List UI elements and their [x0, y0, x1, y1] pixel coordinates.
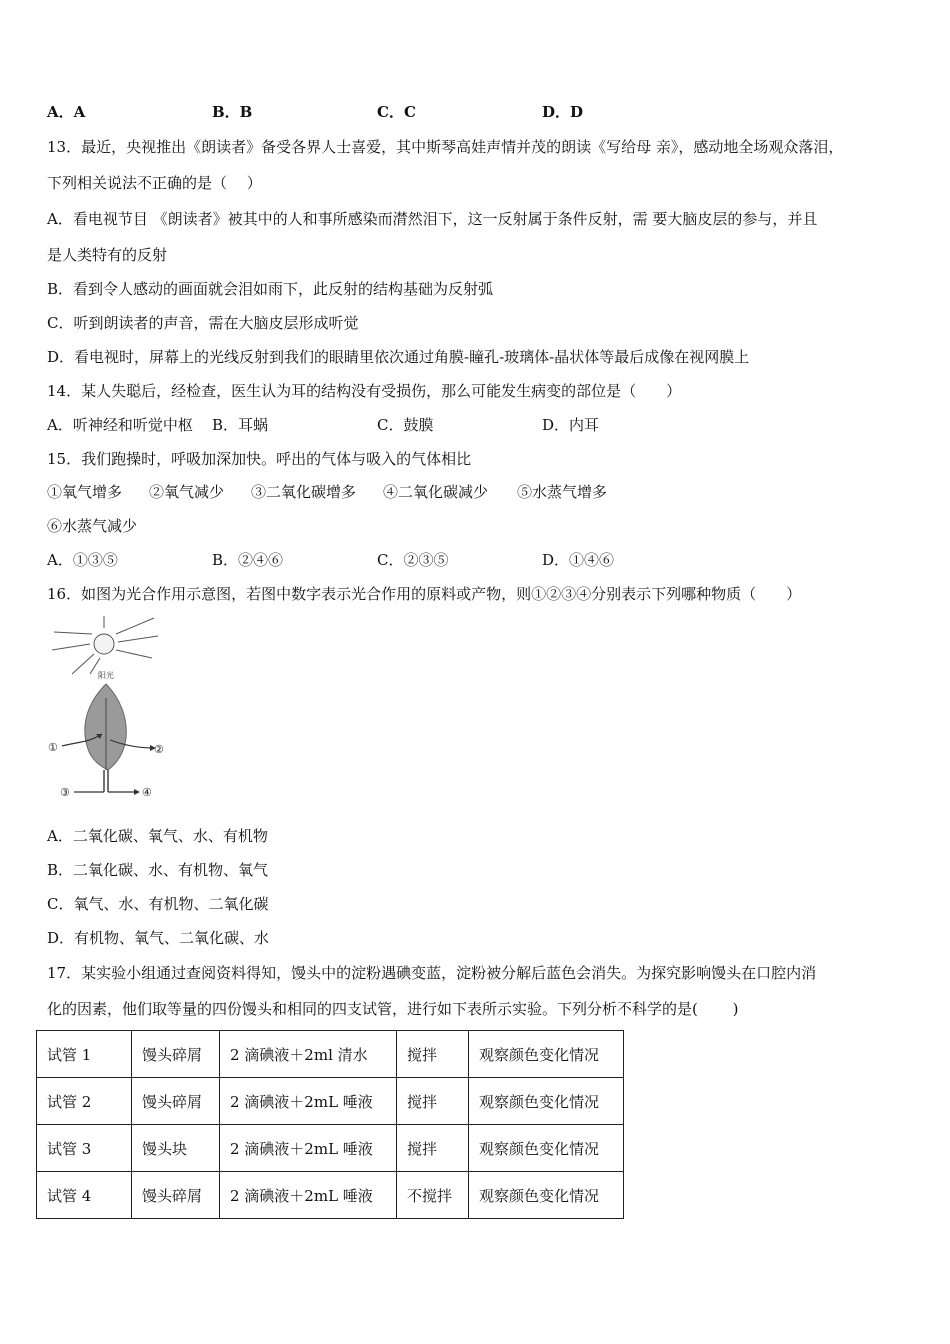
q15-option-d: D．①④⑥ [542, 551, 615, 569]
table-cell: 2 滴碘液＋2mL 唾液 [220, 1125, 397, 1172]
table-cell: 2 滴碘液＋2ml 清水 [220, 1031, 397, 1078]
q14-option-b: B．耳蜗 [212, 416, 269, 434]
q16-option-a: A．二氧化碳、氧气、水、有机物 [47, 827, 268, 845]
q15-item-2: ②氧气减少 [149, 483, 225, 501]
figure-label-1: ① [48, 741, 58, 754]
table-cell: 搅拌 [397, 1031, 469, 1078]
q15-option-c: C．②③⑤ [377, 551, 449, 569]
figure-label-2: ② [154, 743, 164, 756]
q14-option-a: A．听神经和听觉中枢 [47, 416, 193, 434]
q13-option-a-line1: A．看电视节目 《朗读者》被其中的人和事所感染而潸然泪下，这一反射属于条件反射，需 要大脑皮层的参与，并且 [47, 210, 818, 228]
q15-option-b: B．②④⑥ [212, 551, 284, 569]
q17-stem-line2: 化的因素，他们取等量的四份馒头和相同的四支试管，进行如下表所示实验。下列分析不科学的是( ) [47, 1000, 739, 1018]
sun-icon [52, 616, 158, 674]
q15-item-3: ③二氧化碳增多 [251, 483, 357, 501]
table-cell: 馒头碎屑 [132, 1078, 220, 1125]
table-cell: 观察颜色变化情况 [469, 1078, 624, 1125]
q12-option-c: C．C [377, 103, 416, 121]
table-cell: 搅拌 [397, 1078, 469, 1125]
figure-label-3: ③ [60, 786, 70, 799]
table-cell: 试管 2 [37, 1078, 132, 1125]
table-cell: 试管 1 [37, 1031, 132, 1078]
q16-option-c: C．氧气、水、有机物、二氧化碳 [47, 895, 269, 913]
table-cell: 观察颜色变化情况 [469, 1125, 624, 1172]
q15-item-1: ①氧气增多 [47, 483, 123, 501]
q15-stem: 15．我们跑操时，呼吸加深加快。呼出的气体与吸入的气体相比 [47, 450, 472, 468]
table-row [37, 1078, 624, 1125]
table-cell: 馒头碎屑 [132, 1172, 220, 1219]
q14-options [47, 415, 927, 435]
q13-option-d: D．看电视时，屏幕上的光线反射到我们的眼睛里依次通过角膜-瞳孔-玻璃体-晶状体等最后成像在视网膜上 [47, 348, 750, 366]
q12-option-a: A．A [47, 103, 86, 121]
table-cell: 观察颜色变化情况 [469, 1031, 624, 1078]
experiment-table [36, 1030, 624, 1219]
table-cell: 馒头碎屑 [132, 1031, 220, 1078]
q16-option-b: B．二氧化碳、水、有机物、氧气 [47, 861, 269, 879]
table-cell: 试管 4 [37, 1172, 132, 1219]
q13-option-c: C．听到朗读者的声音，需在大脑皮层形成听觉 [47, 314, 359, 332]
q15-item-4: ④二氧化碳减少 [383, 483, 489, 501]
q16-stem: 16．如图为光合作用示意图，若图中数字表示光合作用的原料或产物，则①②③④分别表示下列哪种物质（ ） [47, 585, 802, 603]
q13-option-b: B．看到令人感动的画面就会泪如雨下，此反射的结构基础为反射弧 [47, 280, 494, 298]
table-row [37, 1125, 624, 1172]
q14-stem: 14．某人失聪后，经检查，医生认为耳的结构没有受损伤，那么可能发生病变的部位是（ ） [47, 382, 682, 400]
table-cell: 试管 3 [37, 1125, 132, 1172]
q15-option-a: A．①③⑤ [47, 551, 118, 569]
photosynthesis-figure [44, 614, 164, 804]
table-cell: 2 滴碘液＋2mL 唾液 [220, 1172, 397, 1219]
sun-label: 阳光 [98, 671, 114, 680]
table-cell: 馒头块 [132, 1125, 220, 1172]
q12-option-b: B．B [212, 103, 253, 121]
table-row [37, 1031, 624, 1078]
table-cell: 观察颜色变化情况 [469, 1172, 624, 1219]
q13-stem-line1: 13．最近，央视推出《朗读者》备受各界人士喜爱，其中斯琴高娃声情并茂的朗读《写给母 亲》，感动地全场观众落泪， [47, 138, 844, 156]
q12-option-d: D．D [542, 103, 584, 121]
q13-stem-line2: 下列相关说法不正确的是（ ） [47, 174, 262, 192]
table-cell: 搅拌 [397, 1125, 469, 1172]
q16-option-d: D．有机物、氧气、二氧化碳、水 [47, 929, 270, 947]
q17-stem-line1: 17．某实验小组通过查阅资料得知，馒头中的淀粉遇碘变蓝，淀粉被分解后蓝色会消失。为探究影响馒头在口腔内消 [47, 964, 817, 982]
q13-option-a-line2: 是人类特有的反射 [47, 246, 168, 264]
q14-option-c: C．鼓膜 [377, 416, 434, 434]
table-cell: 不搅拌 [397, 1172, 469, 1219]
figure-label-4: ④ [142, 786, 152, 799]
q14-option-d: D．内耳 [542, 416, 600, 434]
q15-item-5: ⑤水蒸气增多 [517, 483, 608, 501]
q15-items [47, 482, 927, 502]
table-row [37, 1172, 624, 1219]
table-cell: 2 滴碘液＋2mL 唾液 [220, 1078, 397, 1125]
q15-item-6: ⑥水蒸气减少 [47, 517, 138, 535]
q12-options [47, 102, 927, 122]
q15-options [47, 550, 927, 570]
